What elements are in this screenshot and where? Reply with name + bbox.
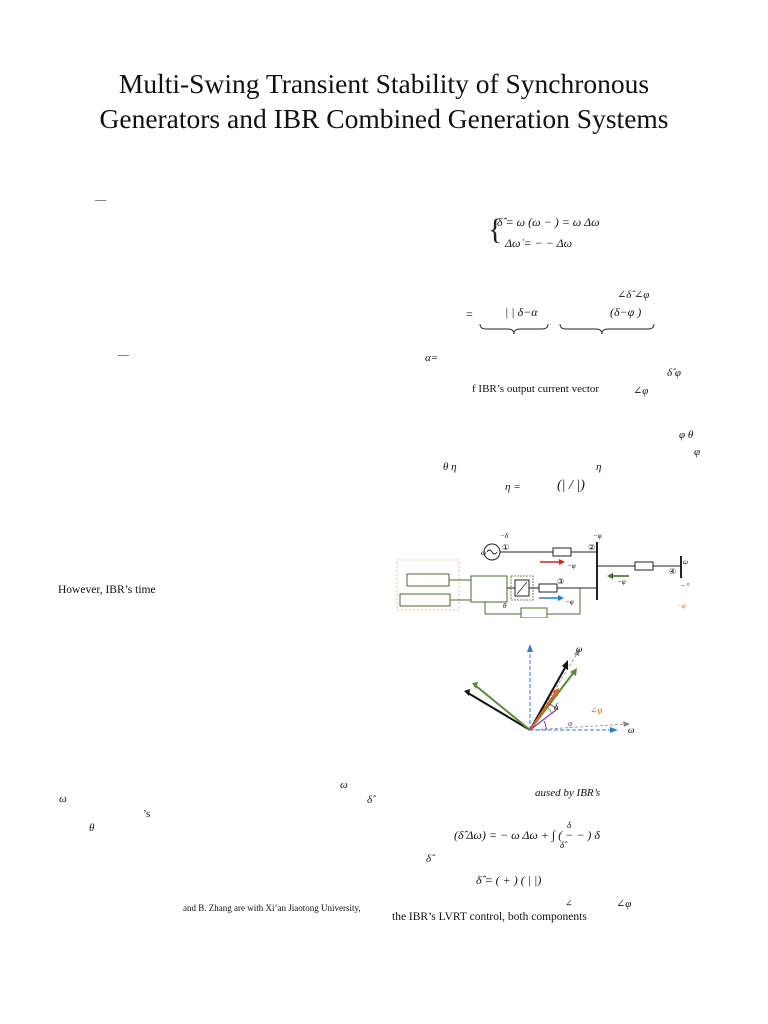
circuit-diagram — [395, 528, 705, 618]
title-line-1: Multi-Swing Transient Stability of Synchronous — [118, 68, 650, 99]
affiliation-text: and B. Zhang are with Xi’an Jiaotong University, — [183, 903, 361, 913]
label-node-1: ① — [502, 543, 510, 552]
phi-2: φ — [694, 446, 701, 458]
theta-eta: θ η — [443, 461, 457, 473]
label-minus-phi-orange: −φ — [677, 602, 686, 610]
label-node-2: ② — [588, 543, 596, 552]
delta-hat-2: δ̂ — [426, 853, 432, 865]
label-angle-phi-orange: ∠φ — [590, 705, 603, 715]
label-omega-right: ω — [683, 558, 688, 566]
left-omega-1: ω — [340, 779, 348, 791]
eta: η — [596, 461, 602, 473]
left-dash-1: — — [95, 194, 106, 206]
left-theta: θ — [89, 822, 95, 834]
label-delta: δ — [554, 702, 559, 712]
eq2-lhs: = — [466, 307, 473, 321]
control-block-1 — [407, 574, 449, 586]
label-node-3: ③ — [557, 577, 565, 586]
label-minus-phi-green: −φ — [617, 578, 626, 586]
sg-impedance — [553, 548, 571, 556]
angle-phi-bottom: ∠φ — [616, 898, 632, 910]
blue-arrow — [558, 595, 564, 601]
eq3: (δ̂ Δω) = − ω Δω + ∫ ( − − ) δ — [454, 828, 600, 842]
current-vector-text: f IBR’s output current vector — [472, 383, 600, 395]
green-arrow — [607, 573, 613, 579]
paper-title — [0, 66, 768, 136]
label-omega-left: ω — [481, 549, 486, 557]
label-minus-delta: −δ — [500, 532, 508, 540]
eq2-rhs: (δ−φ ) — [610, 305, 642, 319]
left-delta-hat: δ̂ — [367, 794, 373, 806]
label-minus-right: − ° — [681, 582, 690, 590]
angle-bottom: ∠ — [565, 898, 573, 908]
eq2-underbraces — [478, 320, 658, 336]
eq3-limit-hi: δ — [567, 820, 572, 830]
label-omega-right: ω — [628, 725, 635, 735]
eq4: δ̂ = ( + ) ( | |) — [476, 873, 542, 887]
black-phasor-2 — [464, 689, 470, 696]
label-theta: θ — [503, 602, 507, 610]
eta-def: η = — [505, 481, 521, 493]
angle-phi: ∠φ — [633, 385, 649, 397]
eta-def-rhs: (| / |) — [557, 478, 585, 493]
control-block-2 — [400, 594, 450, 606]
label-node-4: ④ — [669, 567, 677, 576]
eq1-line-2: Δω̇ = − − Δω — [505, 236, 573, 250]
label-minus-phi-top: −φ — [593, 532, 602, 540]
eq1-brace: { — [488, 213, 503, 246]
label-phi-purple: φ — [568, 719, 573, 728]
label-minus-phi-blue: −φ — [565, 598, 574, 606]
controller-block — [471, 576, 507, 602]
left-apostrophe-s: ’s — [143, 808, 151, 820]
eq1-line-1: δ̂ = ω (ω − ) = ω Δω — [497, 215, 600, 229]
however-text: However, IBR’s time — [58, 584, 156, 596]
eq3-limit-lo: δ̂ — [560, 840, 565, 850]
eq2-mid: | | δ−α — [505, 305, 538, 319]
delta-phi: δ̂ φ — [667, 367, 681, 379]
phasor-diagram — [460, 638, 650, 738]
eq2-angles: ∠δ̂ ∠φ — [617, 289, 650, 301]
phi-theta: φ θ — [679, 429, 694, 441]
left-omega-2: ω — [59, 793, 67, 805]
lvrt-text: the IBR’s LVRT control, both components — [392, 911, 587, 923]
caused-by-text: aused by IBR’s — [535, 787, 601, 799]
title-line-2: Generators and IBR Combined Generation Systems — [99, 103, 669, 134]
label-omega-top: ω — [576, 644, 583, 654]
label-minus-phi-red: −φ — [567, 562, 576, 570]
pll-block — [521, 608, 547, 618]
red-arrow — [559, 559, 565, 565]
alpha-eq: α= — [425, 352, 439, 364]
left-dash-2: — — [118, 349, 129, 361]
line-impedance — [635, 562, 653, 570]
inverter-impedance — [539, 584, 557, 592]
